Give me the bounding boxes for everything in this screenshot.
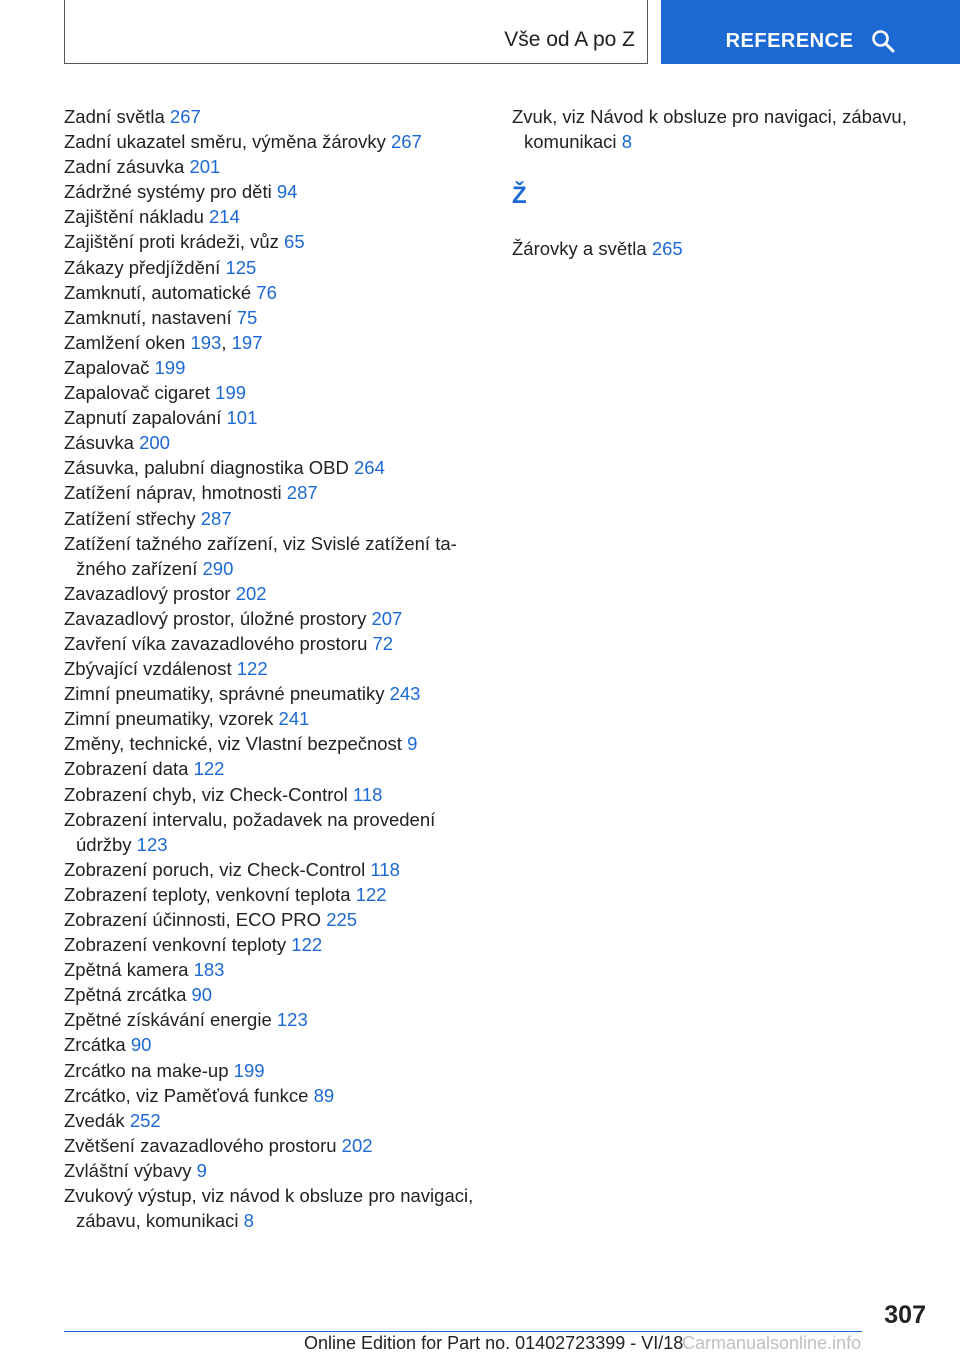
index-term: Zamknutí, nastavení: [64, 306, 232, 328]
index-entry: [64, 280, 484, 305]
page-link[interactable]: 290: [202, 557, 234, 579]
section-letter: Ž: [512, 182, 527, 210]
page-link[interactable]: 225: [326, 909, 358, 930]
page-link[interactable]: 267: [169, 106, 201, 127]
page-link[interactable]: 122: [236, 658, 268, 680]
index-entry: [64, 229, 484, 254]
edition-note: Online Edition for Part no. 01402723399 - VI/18: [304, 1333, 684, 1353]
index-term: Zrcátko na make-up: [64, 1059, 229, 1081]
index-term: Zadní světla: [64, 106, 165, 127]
index-term: Zásuvka, palubní diagnostika OBD: [64, 457, 349, 479]
page-link[interactable]: 199: [215, 382, 247, 404]
index-term: Zavazadlový prostor, úložné prostory: [64, 607, 367, 629]
index-term: Zrcátka: [64, 1034, 126, 1056]
page-link[interactable]: 202: [341, 1134, 373, 1156]
index-term: Zvukový výstup, viz návod k obsluze pro navigaci, zábavu, komunikaci: [64, 1185, 474, 1232]
page-link[interactable]: 8: [243, 1210, 254, 1232]
search-icon[interactable]: [871, 29, 895, 53]
index-entry: [64, 1108, 484, 1133]
page-link[interactable]: 8: [621, 131, 632, 153]
page-link[interactable]: 202: [235, 582, 267, 604]
page-separator: ,: [221, 331, 227, 353]
index-term: Zimní pneumatiky, vzorek: [64, 708, 274, 730]
page-link[interactable]: 287: [286, 482, 318, 504]
index-term: Zavření víka zavazadlového prostoru: [64, 632, 368, 654]
index-term: Zpětné získávání energie: [64, 1009, 272, 1031]
index-term: Zvláštní výbavy: [64, 1159, 192, 1181]
index-entry: [64, 907, 484, 932]
index-term: Zpětná zrcátka: [64, 984, 187, 1006]
watermark: Carmanualsonline.info: [682, 1333, 862, 1353]
index-entry: [64, 681, 484, 706]
index-term: Žárovky a světla: [512, 238, 647, 260]
index-term: Zvuk, viz Návod k obsluze pro navigaci, zábavu, komunikaci: [512, 106, 907, 153]
page-link[interactable]: 197: [231, 331, 263, 353]
page-link[interactable]: 265: [651, 238, 683, 260]
index-entry: [64, 606, 484, 631]
page-link[interactable]: 76: [256, 281, 277, 303]
page-link[interactable]: 193: [190, 331, 222, 353]
index-term: Zádržné systémy pro děti: [64, 181, 272, 203]
index-entry: [64, 1032, 484, 1057]
page-link[interactable]: 122: [291, 934, 323, 956]
index-term: Zobrazení chyb, viz Check-Control: [64, 783, 348, 805]
index-term: Zvedák: [64, 1109, 125, 1131]
index-entry: [512, 236, 932, 261]
index-entry: [64, 179, 484, 204]
page-number: 307: [884, 1301, 926, 1329]
page-link[interactable]: 264: [354, 457, 385, 479]
index-term: Zajištění nákladu: [64, 206, 204, 228]
index-term: Zatížení tažného zařízení, viz Svislé zatížení ta-žného zařízení: [64, 532, 457, 579]
index-term: Zobrazení venkovní teploty: [64, 934, 287, 956]
index-entry: [64, 957, 484, 982]
index-entry: [64, 882, 484, 907]
index-entry: [64, 581, 484, 606]
index-term: Zapalovač: [64, 356, 150, 378]
page-link[interactable]: 123: [136, 833, 168, 855]
index-entry: [64, 305, 484, 330]
index-term: Zavazadlový prostor: [64, 582, 231, 604]
reference-label: REFERENCE: [725, 29, 854, 52]
index-term: Zadní zásuvka: [64, 156, 185, 178]
index-term: Zapnutí zapalování: [64, 407, 222, 429]
index-entry: [64, 1133, 484, 1158]
index-entry: [64, 480, 484, 505]
index-entry: [64, 355, 484, 380]
index-term: Zobrazení poruch, viz Check-Control: [64, 858, 366, 880]
page-link[interactable]: 9: [407, 733, 418, 755]
index-group-z: [512, 104, 932, 154]
index-entry: [64, 154, 484, 179]
page-link[interactable]: 267: [390, 131, 422, 153]
index-term: Zimní pneumatiky, správné pneumatiky: [64, 683, 385, 705]
index-term: Zbývající vzdálenost: [64, 658, 232, 680]
index-term: Zadní ukazatel směru, výměna žárovky: [64, 131, 386, 153]
page-link[interactable]: 122: [355, 883, 387, 905]
page-link[interactable]: 9: [196, 1159, 207, 1181]
index-term: Zajištění proti krádeži, vůz: [64, 231, 279, 253]
index-entry: [64, 1058, 484, 1083]
index-entry: [64, 1183, 484, 1233]
index-term: Zobrazení data: [64, 758, 189, 780]
page-link[interactable]: 65: [284, 231, 305, 253]
index-entry: [64, 982, 484, 1007]
index-term: Zatížení náprav, hmotnosti: [64, 482, 282, 504]
index-entry: [64, 857, 484, 882]
index-term: Zobrazení teploty, venkovní teplota: [64, 883, 351, 905]
page-link[interactable]: 199: [154, 356, 186, 378]
index-entry: [64, 706, 484, 731]
index-entry: [64, 1007, 484, 1032]
page-link[interactable]: 241: [278, 708, 310, 730]
index-term: Zvětšení zavazadlového prostoru: [64, 1134, 337, 1156]
index-term: Zrcátko, viz Paměťová funkce: [64, 1084, 309, 1106]
page-link[interactable]: 252: [129, 1109, 161, 1131]
index-entry: [64, 631, 484, 656]
page-link[interactable]: 183: [193, 959, 225, 981]
header-box: [64, 0, 648, 64]
reference-tab[interactable]: [661, 0, 960, 64]
page-link[interactable]: 201: [189, 156, 221, 178]
page-link[interactable]: 200: [139, 432, 170, 454]
index-term: Zpětná kamera: [64, 959, 189, 981]
page-link[interactable]: 207: [371, 607, 403, 629]
index-entry: [64, 455, 484, 480]
footer-divider: [64, 1331, 862, 1332]
page-link[interactable]: 89: [313, 1084, 335, 1106]
index-entry: [64, 255, 484, 280]
index-entry: [64, 204, 484, 229]
chapter-title: Vše od A po Z: [504, 28, 635, 51]
index-entry: [64, 1158, 484, 1183]
page-link[interactable]: 125: [225, 256, 257, 278]
page-link[interactable]: 90: [191, 984, 213, 1006]
index-column-left: [64, 104, 484, 1233]
index-term: Zatížení střechy: [64, 507, 196, 529]
index-entry: [64, 756, 484, 781]
index-term: Zamlžení oken: [64, 331, 186, 353]
index-entry: [64, 506, 484, 531]
index-entry: [64, 330, 484, 355]
page-link[interactable]: 94: [276, 181, 298, 203]
index-group-zh: [512, 236, 932, 261]
index-entry: [64, 531, 484, 581]
index-column-right: [512, 104, 932, 261]
index-entry: [64, 807, 484, 857]
page-link[interactable]: 214: [209, 206, 240, 228]
index-entry: [64, 782, 484, 807]
index-term: Zamknutí, automatické: [64, 281, 252, 303]
index-entry: [64, 656, 484, 681]
index-entry: [64, 731, 484, 756]
index-term: Zapalovač cigaret: [64, 382, 211, 404]
page-link[interactable]: 118: [370, 858, 400, 880]
index-term: Zobrazení účinnosti, ECO PRO: [64, 909, 322, 930]
page-link[interactable]: 101: [226, 407, 258, 429]
page-link[interactable]: 287: [200, 507, 232, 529]
index-term: Zobrazení intervalu, požadavek na provedení údržby: [64, 808, 436, 855]
index-term: Zásuvka: [64, 432, 134, 454]
page-link[interactable]: 123: [276, 1009, 308, 1031]
index-entry: [64, 405, 484, 430]
index-entry: [64, 430, 484, 455]
page-link[interactable]: 118: [352, 783, 383, 805]
index-entry: [64, 129, 484, 154]
page-link[interactable]: 199: [233, 1059, 265, 1081]
index-entry: [64, 932, 484, 957]
index-entry: [64, 1083, 484, 1108]
page-link[interactable]: 243: [389, 683, 421, 705]
page-link[interactable]: 122: [193, 758, 225, 780]
page-link[interactable]: 90: [130, 1034, 152, 1056]
index-term: Zákazy předjíždění: [64, 256, 221, 278]
index-entry: [64, 104, 484, 129]
page-link[interactable]: 72: [372, 632, 394, 654]
index-entry: [512, 104, 932, 154]
index-term: Změny, technické, viz Vlastní bezpečnost: [64, 733, 402, 755]
index-entry: [64, 380, 484, 405]
page-link[interactable]: 75: [236, 306, 258, 328]
